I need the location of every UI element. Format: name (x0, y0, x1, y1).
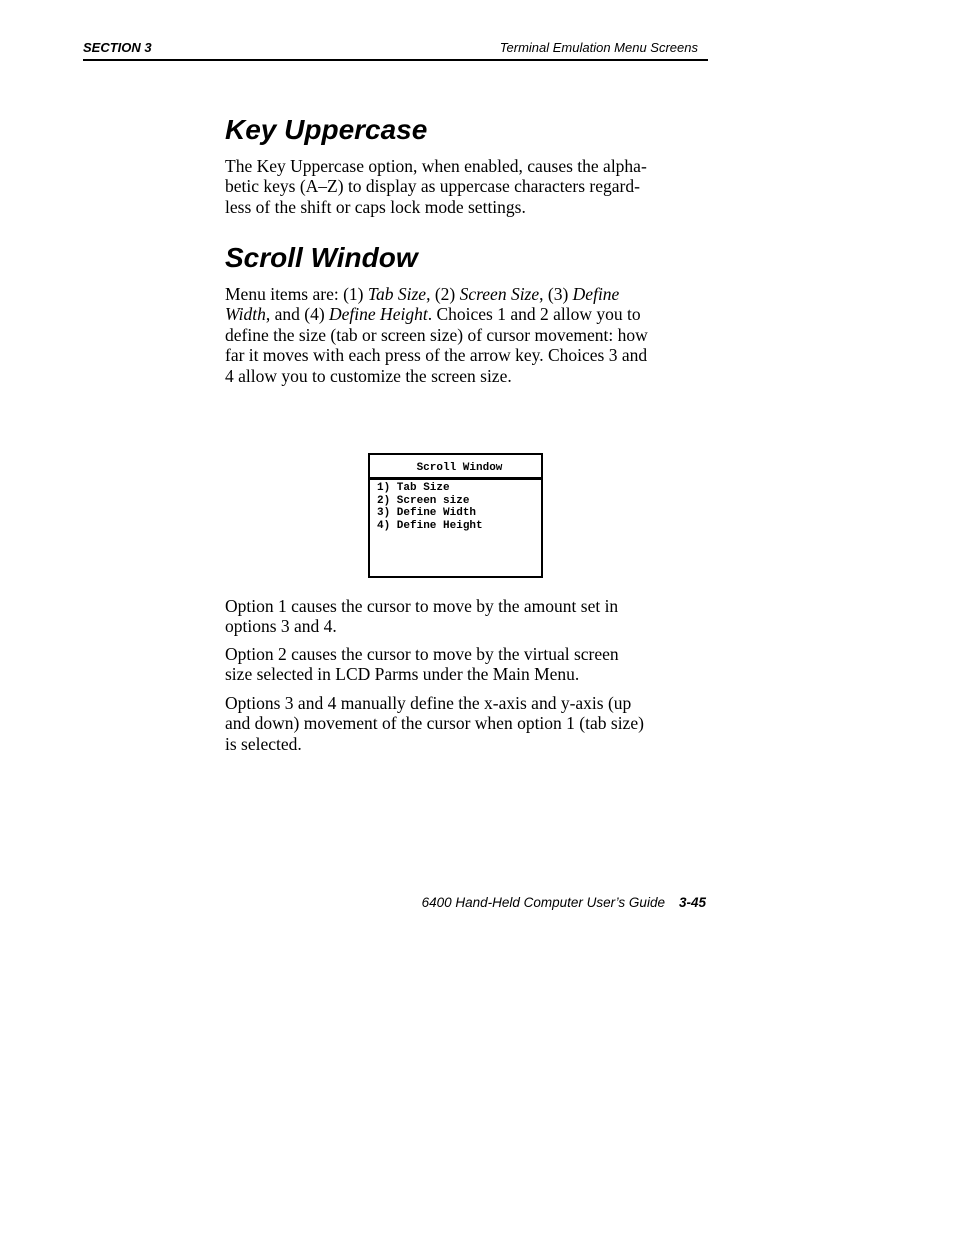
menu-item-ref: Define (572, 284, 620, 304)
text-line: and down) movement of the cursor when option 1 (tab size) (225, 713, 644, 734)
menu-item-ref: Tab Size (367, 284, 427, 304)
screen-menu-item-define-height: 4) Define Height (377, 519, 483, 532)
text-line: 4 allow you to customize the screen size. (225, 365, 512, 386)
option34-body (225, 693, 710, 754)
option2-paragraph (225, 644, 710, 685)
page-footer (422, 895, 706, 910)
text-line: Option 2 causes the cursor to move by the virtual screen (225, 644, 619, 664)
section-label: SECTION 3 (83, 40, 152, 55)
screen-menu-item-tab-size: 1) Tab Size (377, 482, 450, 494)
scroll-window-section (225, 242, 710, 274)
screen-menu-item-define-width: 3) Define Width (377, 507, 477, 519)
menu-item-ref: Screen Size (459, 284, 540, 304)
guide-title: 6400 Hand-Held Computer User’s Guide (421, 895, 665, 910)
menu-item-ref: Define Height (329, 304, 428, 325)
screen-menu-list (370, 480, 541, 532)
text-run: Menu items are: (1) (225, 284, 368, 304)
page-header (83, 39, 708, 61)
text-line: define the size (tab or screen size) of cursor movement: how (225, 324, 648, 345)
scroll-window-paragraph (225, 284, 710, 386)
text-line: Options 3 and 4 manually define the x-axis and y-axis (up (225, 693, 632, 713)
chapter-title: Terminal Emulation Menu Screens (499, 40, 698, 55)
option1-body (225, 596, 710, 637)
text-line: betic keys (A–Z) to display as uppercase characters regard- (225, 176, 640, 197)
text-run: , and (4) (265, 304, 330, 325)
text-line: size selected in LCD Parms under the Main Menu. (225, 664, 580, 685)
text-line: far it moves with each press of the arrow key. Choices 3 and (225, 345, 648, 366)
text-line: The Key Uppercase option, when enabled, causes the alpha- (225, 156, 647, 176)
key-uppercase-section (225, 114, 710, 146)
text-line: less of the shift or caps lock mode settings. (225, 196, 526, 217)
key-uppercase-heading: Key Uppercase (225, 114, 428, 145)
key-uppercase-paragraph (225, 156, 710, 217)
key-uppercase-body (225, 156, 710, 217)
text-line: is selected. (225, 733, 302, 754)
menu-item-ref: Width (225, 304, 266, 325)
text-line: options 3 and 4. (225, 616, 337, 637)
text-run: , (2) (426, 284, 460, 304)
scroll-window-intro (225, 284, 710, 386)
text-run: , (3) (539, 284, 573, 304)
option2-body (225, 644, 710, 685)
screen-title: Scroll Window (370, 455, 541, 480)
text-line: Option 1 causes the cursor to move by the amount set in (225, 596, 619, 616)
scroll-window-heading: Scroll Window (225, 242, 418, 273)
text-run: . Choices 1 and 2 allow you to (427, 304, 641, 325)
option1-paragraph (225, 596, 710, 637)
scroll-window-screen (368, 453, 543, 578)
page-number: 3-45 (678, 895, 706, 910)
option34-paragraph (225, 693, 710, 754)
screen-menu-item-screen-size: 2) Screen size (377, 494, 470, 507)
